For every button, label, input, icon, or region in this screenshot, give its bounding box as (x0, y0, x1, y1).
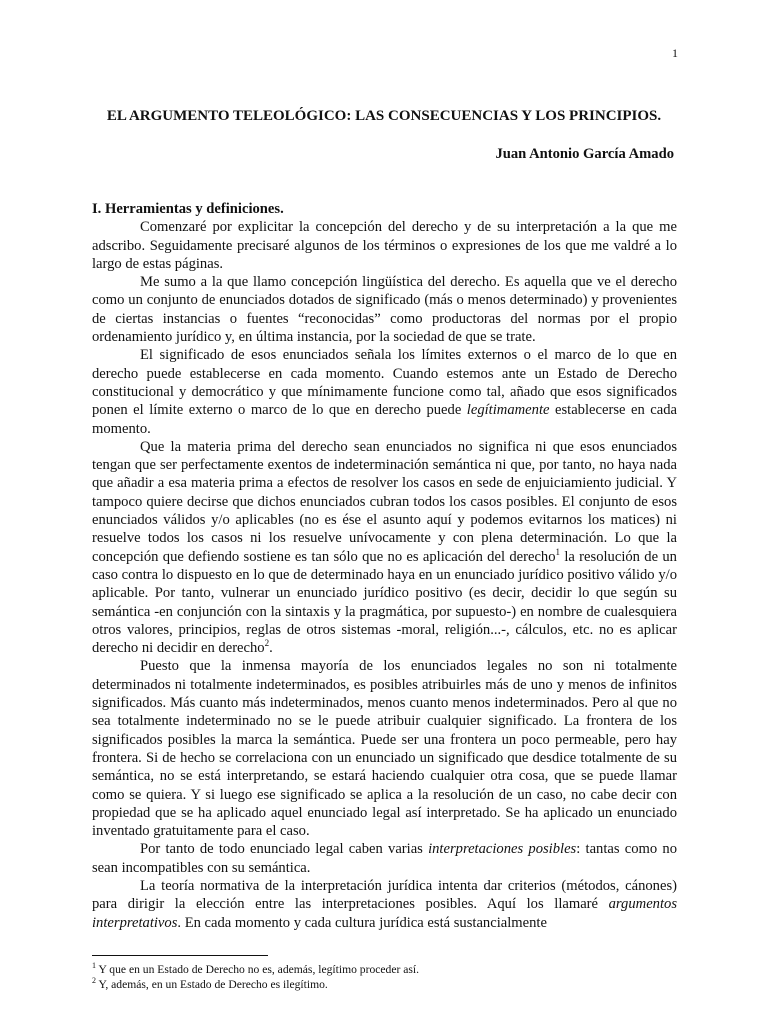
paragraph-5: Puesto que la inmensa mayoría de los enunciados legales no son ni totalmente determinados ni totalmente indeterminados, es posibles atribuirles más de uno y menos de infinitos significados. Más cuanto más indeterminados, menos cuanto menos indeterminados. Pero al que no sea totalmente indeterminado no se le puede atribuir cualquier significado. La frontera de los significados posibles la marca la semántica. Puede ser una frontera un poco permeable, pero hay frontera. Si de hecho se correlaciona con un enunciado un significado que desdice totalmente de su semántica, no se está interpretando, se estará haciendo cualquier otra cosa, que se puede llamar como se quiera. Y si luego ese significado se aplica a la resolución de un caso, no cabe decir con propiedad que se ha aplicado aquel enunciado legal así interpretado. Se ha aplicado un enunciado inventado gratuitamente para el caso. (92, 658, 677, 840)
page-number: 1 (672, 46, 678, 60)
footnote-divider (92, 955, 268, 956)
paragraph-3-emphasis: legítimamente (466, 402, 550, 419)
paragraph-4-text-c: . (269, 640, 273, 657)
footnote-2-mark: 2 (92, 976, 96, 986)
footnote-ref-2[interactable]: 2 (264, 638, 270, 649)
document-title: EL ARGUMENTO TELEOLÓGICO: LAS CONSECUENCIAS Y LOS PRINCIPIOS. (106, 108, 662, 124)
footnote-1-mark: 1 (92, 961, 96, 971)
paragraph-4-text-b: la resolución de un caso contra lo dispuesto en lo que de determinado haya en un enunciado jurídico positivo válido y/o aplicable. Por tanto, vulnerar un enunciado jurídico positivo (es decir, decidir lo que según su semántica -en conjunción con la sintaxis y la pragmática, por supuesto-) en nombre de cualesquiera otros valores, principios, reglas de otros sistemas -moral, religión...-, cálculos, etc. no es aplicar derecho ni decidir en derecho (92, 548, 677, 657)
paragraph-3-text-a: El significado de esos enunciados señala los límites externos o el marco de lo que en derecho puede establecerse en cada momento. Cuando estemos ante un Estado de Derecho constitucional y democrático y que mínimamente funcione como tal, añado que esos significados ponen el límite externo o marco de lo que en derecho puede (92, 347, 677, 419)
footnote-1 (92, 962, 677, 977)
paragraph-7-text-b: . En cada momento y cada cultura jurídica está sustancialmente (177, 914, 547, 931)
paragraph-2: Me sumo a la que llamo concepción lingüística del derecho. Es aquella que ve el derecho como un conjunto de enunciados dotados de significado (más o menos determinado) y provenientes de ciertas instancias o fuentes “reconocidas” como productoras del normas por el propio ordenamiento jurídico y, en última instancia, por la sociedad de que se trate. (92, 274, 677, 346)
paragraph-3-text-b: establecerse en cada momento. (92, 402, 677, 437)
paragraph-6-text-b: : tantas como no sean incompatibles con su semántica. (92, 841, 677, 876)
paragraph-1: Comenzaré por explicitar la concepción del derecho y de su interpretación a la que me adscribo. Seguidamente precisaré algunos de los términos o expresiones de los que me valdré a lo largo de estas páginas. (92, 219, 677, 272)
footnote-2 (92, 977, 677, 992)
paragraph-7-text-a: La teoría normativa de la interpretación jurídica intenta dar criterios (métodos, cánones) para dirigir la elección entre las interpretaciones posibles. Aquí los llamaré (92, 877, 677, 913)
footnote-1-text: Y que en un Estado de Derecho no es, además, legítimo proceder así. (96, 963, 420, 976)
paragraph-6-emphasis: interpretaciones posibles (428, 841, 577, 858)
footnote-ref-1[interactable]: 1 (555, 546, 561, 557)
footnote-2-text: Y, además, en un Estado de Derecho es ilegítimo. (96, 978, 328, 991)
paragraph-7 (92, 877, 677, 932)
author-name: Juan Antonio García Amado (495, 146, 674, 162)
paragraph-6-text-a: Por tanto de todo enunciado legal caben varias (140, 841, 429, 858)
paragraph-3 (92, 346, 677, 437)
section-heading: I. Herramientas y definiciones. (92, 201, 284, 217)
paragraph-4 (92, 438, 677, 658)
body-text (92, 200, 677, 932)
footnotes (92, 962, 677, 992)
paragraph-7-emphasis: argumentos interpretativos (92, 896, 677, 931)
paragraph-6 (92, 840, 677, 877)
paragraph-4-text-a: Que la materia prima del derecho sean enunciados no significa ni que esos enunciados tengan que ser perfectamente exentos de indeterminación semántica ni que, por tanto, no haya nada que añadir a esa materia prima a efectos de resolver los casos en sede de enjuiciamiento judicial. Y tampoco quiere decirse que dichos enunciados cubran todos los casos posibles. El conjunto de esos enunciados válidos y/o aplicables (no es ése el asunto aquí y podemos evitarnos los matices) ni resuelve todos los casos ni los resuelve unívocamente y con plena determinación. Lo que la concepción que defiendo sostiene es tan sólo que no es aplicación del derecho (92, 438, 677, 565)
